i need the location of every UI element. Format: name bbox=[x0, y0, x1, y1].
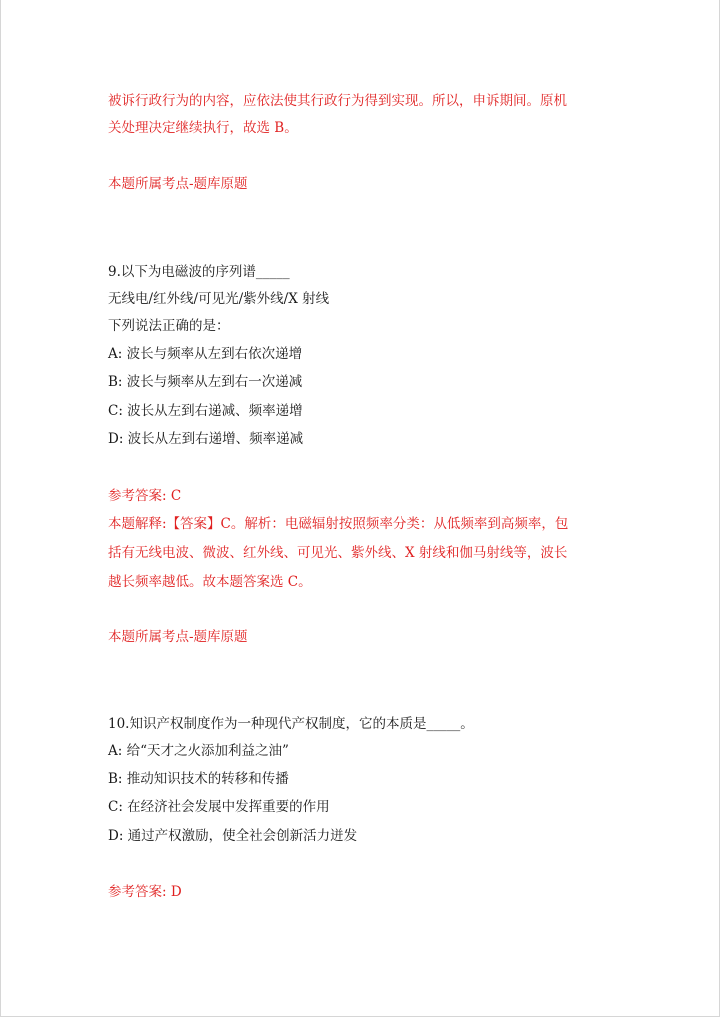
q9-explanation-line-2: 括有无线电波、微波、红外线、可见光、紫外线、X 射线和伽马射线等，波长 bbox=[108, 545, 568, 561]
q9-option-b: B: 波长与频率从左到右一次递减 bbox=[108, 374, 303, 390]
prev-explanation-line-1: 被诉行政行为的内容，应依法使其行政行为得到实现。所以，申诉期间。原机 bbox=[108, 93, 567, 109]
prev-source-label: 本题所属考点-题库原题 bbox=[108, 176, 248, 192]
prev-explanation-line-2: 关处理决定继续执行，故选 B。 bbox=[108, 120, 298, 136]
q9-option-d: D: 波长从左到右递增、频率递减 bbox=[108, 431, 304, 447]
q10-option-b: B: 推动知识技术的转移和传播 bbox=[108, 771, 289, 787]
q10-answer: 参考答案: D bbox=[108, 884, 182, 900]
q9-answer: 参考答案: C bbox=[108, 488, 182, 504]
q9-explanation-line-3: 越长频率越低。故本题答案选 C。 bbox=[108, 574, 312, 590]
q9-stem: 9.以下为电磁波的序列谱_____ bbox=[108, 264, 290, 280]
q10-option-d: D: 通过产权激励，使全社会创新活力迸发 bbox=[108, 828, 358, 844]
q10-option-a: A: 给“天才之火添加利益之油” bbox=[108, 743, 289, 759]
q9-prompt: 下列说法正确的是： bbox=[108, 318, 230, 334]
q9-source-label: 本题所属考点-题库原题 bbox=[108, 629, 248, 645]
q9-explanation-line-1: 本题解释:【答案】C。解析：电磁辐射按照频率分类：从低频率到高频率，包 bbox=[108, 516, 569, 532]
q10-stem: 10.知识产权制度作为一种现代产权制度，它的本质是_____。 bbox=[108, 716, 474, 732]
q9-sequence: 无线电/红外线/可见光/紫外线/X 射线 bbox=[108, 291, 330, 307]
q10-option-c: C: 在经济社会发展中发挥重要的作用 bbox=[108, 799, 330, 815]
q9-option-c: C: 波长从左到右递减、频率递增 bbox=[108, 403, 303, 419]
q9-option-a: A: 波长与频率从左到右依次递增 bbox=[108, 346, 303, 362]
